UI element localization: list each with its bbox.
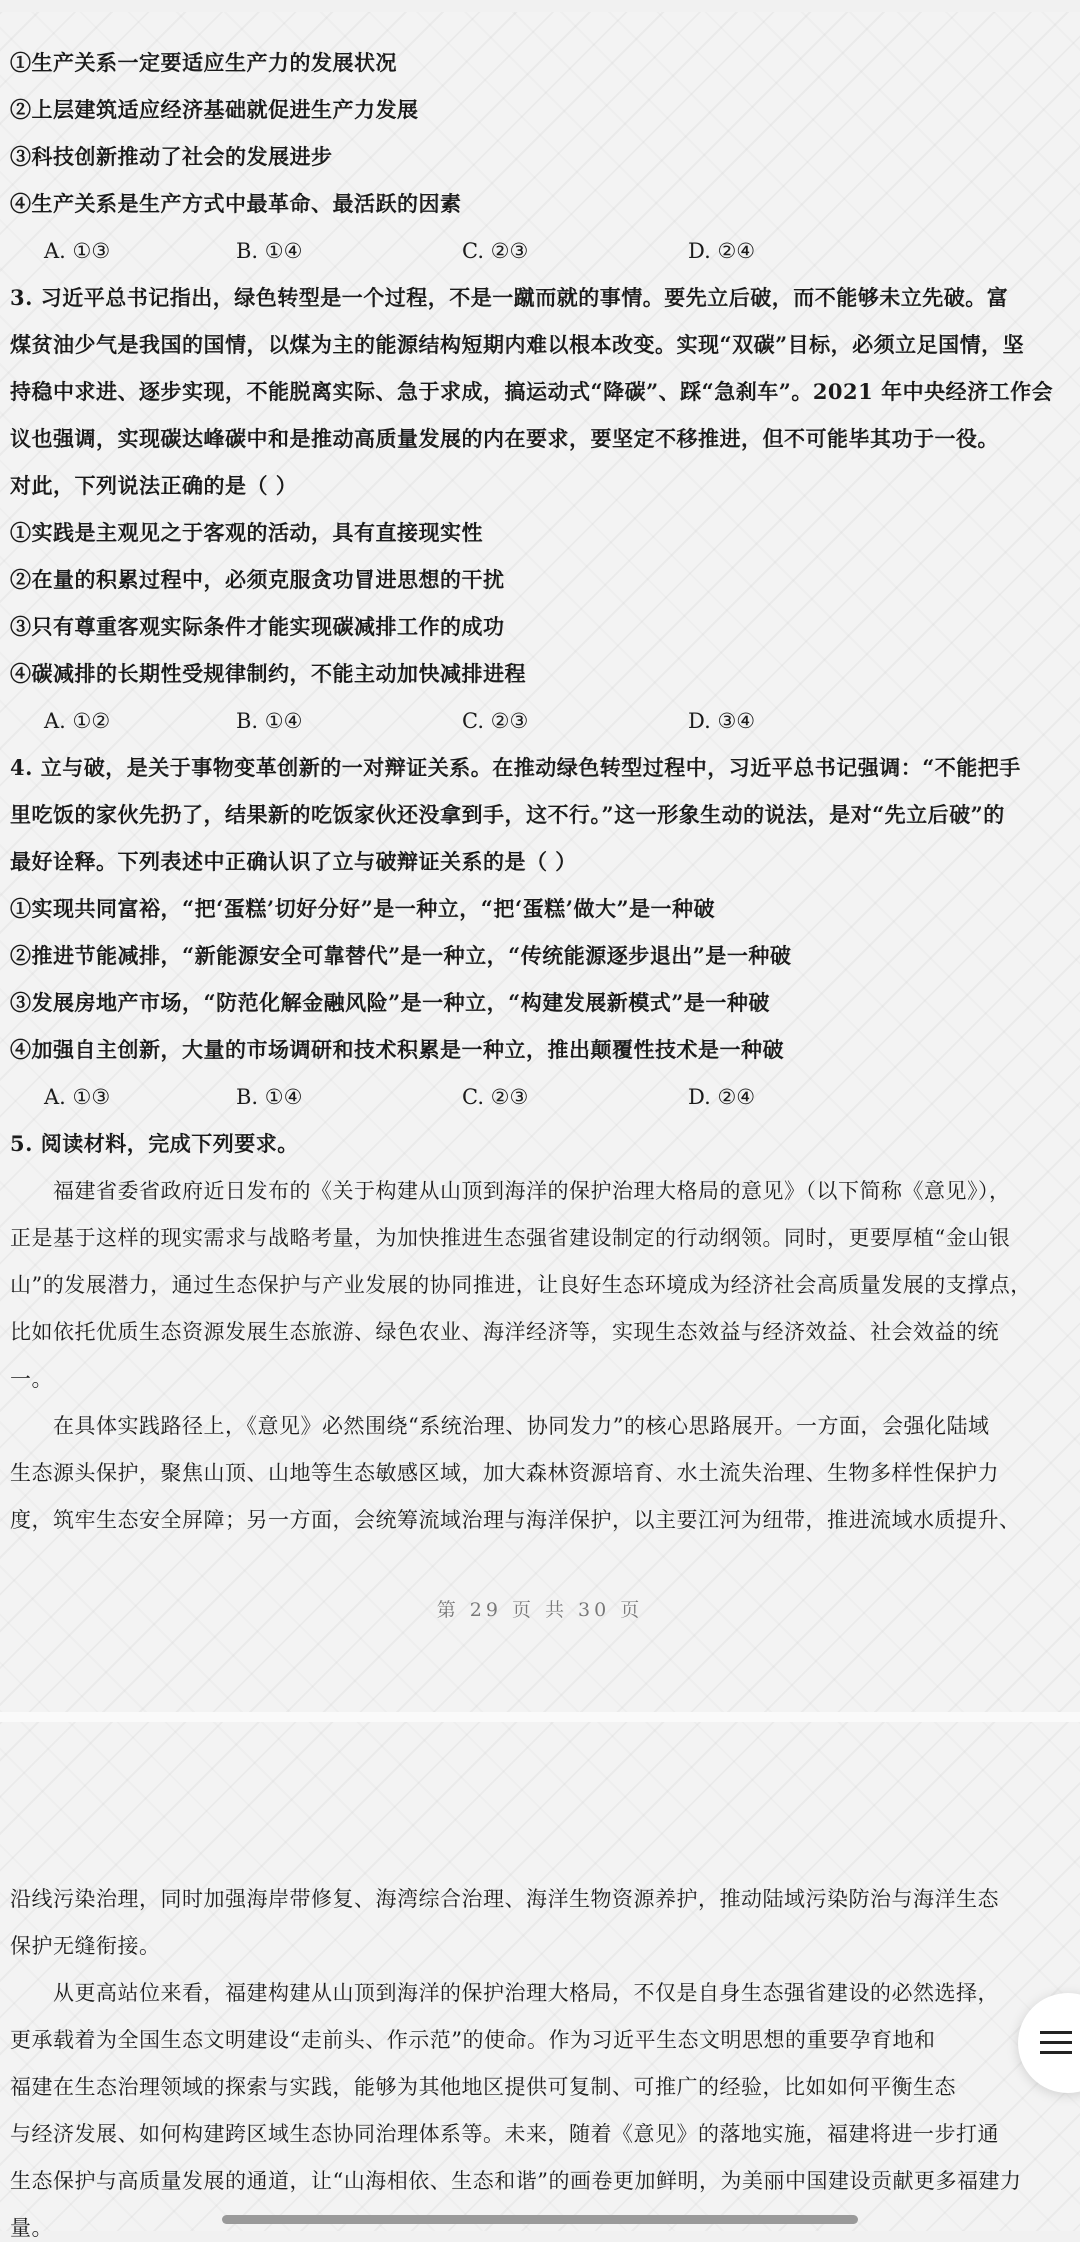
option-c: C. ②③	[462, 1085, 529, 1109]
question-3-text: 煤贫油少气是我国的国情，以煤为主的能源结构短期内难以根本改变。实现“双碳”目标，必须立足国情，坚	[10, 332, 1025, 357]
statement-line: ④碳减排的长期性受规律制约，不能主动加快减排进程	[10, 661, 526, 686]
reading-material-line: 福建在生态治理领域的探索与实践，能够为其他地区提供可复制、可推广的经验，比如如何平衡生态	[10, 2075, 956, 2099]
statement-line: ①实践是主观见之于客观的活动，具有直接现实性	[10, 520, 483, 545]
question-4-text: 里吃饭的家伙先扔了，结果新的吃饭家伙还没拿到手，这不行。”这一形象生动的说法，是对“先立后破”的	[10, 802, 1005, 827]
option-b: B. ①④	[236, 239, 303, 263]
home-indicator-bar[interactable]	[222, 2215, 858, 2224]
question-5-title: 5. 阅读材料，完成下列要求。	[10, 1131, 299, 1156]
option-d: D. ②④	[688, 239, 756, 263]
statement-line: ③发展房地产市场，“防范化解金融风险”是一种立，“构建发展新模式”是一种破	[10, 990, 770, 1015]
reading-material-line: 与经济发展、如何构建跨区域生态协同治理体系等。未来，随着《意见》的落地实施，福建将进一步打通	[10, 2122, 999, 2146]
option-b: B. ①④	[236, 709, 303, 733]
reading-material-line: 生态源头保护，聚焦山顶、山地等生态敏感区域，加大森林资源培育、水土流失治理、生物多样性保护力	[10, 1461, 999, 1485]
reading-material-line: 沿线污染治理，同时加强海岸带修复、海湾综合治理、海洋生物资源养护，推动陆域污染防治与海洋生态	[10, 1887, 999, 1911]
document-page-29	[0, 12, 1080, 1712]
page-number-footer: 第 29 页 共 30 页	[436, 1599, 644, 1621]
statement-line: ②上层建筑适应经济基础就促进生产力发展	[10, 97, 419, 122]
reading-material-line: 福建省委省政府近日发布的《关于构建从山顶到海洋的保护治理大格局的意见》（以下简称《意见》），	[10, 1179, 1011, 1203]
reading-material-line: 生态保护与高质量发展的通道，让“山海相依、生态和谐”的画卷更加鲜明，为美丽中国建设贡献更多福建力	[10, 2169, 1022, 2193]
question-3-text: 3. 习近平总书记指出，绿色转型是一个过程，不是一蹴而就的事情。要先立后破，而不能够未立先破。富	[10, 285, 1009, 310]
statement-line: ①生产关系一定要适应生产力的发展状况	[10, 50, 397, 75]
page-separator	[0, 1712, 1080, 1722]
statement-line: ②在量的积累过程中，必须克服贪功冒进思想的干扰	[10, 567, 505, 592]
document-page-30	[0, 1722, 1080, 2240]
question-4-text: 最好诠释。下列表述中正确认识了立与破辩证关系的是（ ）	[10, 849, 577, 874]
option-a: A. ①③	[44, 1085, 111, 1109]
reading-material-line: 从更高站位来看，福建构建从山顶到海洋的保护治理大格局，不仅是自身生态强省建设的必然选择，	[10, 1981, 999, 2005]
statement-line: ①实现共同富裕，“把‘蛋糕’切好分好”是一种立，“把‘蛋糕’做大”是一种破	[10, 896, 716, 921]
reading-material-line: 正是基于这样的现实需求与战略考量，为加快推进生态强省建设制定的行动纲领。同时，更要厚植“金山银	[10, 1226, 1011, 1250]
statement-line: ③只有尊重客观实际条件才能实现碳减排工作的成功	[10, 614, 505, 639]
statement-line: ④生产关系是生产方式中最革命、最活跃的因素	[10, 191, 462, 216]
statement-line: ④加强自主创新，大量的市场调研和技术积累是一种立，推出颠覆性技术是一种破	[10, 1037, 784, 1062]
reading-material-line: 度，筑牢生态安全屏障；另一方面，会统筹流域治理与海洋保护，以主要江河为纽带，推进流域水质提升、	[10, 1508, 1021, 1532]
option-c: C. ②③	[462, 709, 529, 733]
reading-material-line: 量。	[10, 2216, 53, 2240]
reading-material-line: 更承载着为全国生态文明建设“走前头、作示范”的使命。作为习近平生态文明思想的重要孕育地和	[10, 2028, 936, 2052]
question-3-text: 议也强调，实现碳达峰碳中和是推动高质量发展的内在要求，要坚定不移推进，但不可能毕其功于一役。	[10, 426, 999, 451]
option-a: A. ①③	[44, 239, 111, 263]
question-3-text: 对此，下列说法正确的是（ ）	[10, 473, 298, 498]
option-d: D. ③④	[688, 709, 756, 733]
statement-line: ③科技创新推动了社会的发展进步	[10, 144, 333, 169]
reading-material-line: 比如依托优质生态资源发展生态旅游、绿色农业、海洋经济等，实现生态效益与经济效益、社会效益的统	[10, 1320, 999, 1344]
reading-material-line: 一。	[10, 1367, 53, 1391]
option-a: A. ①②	[44, 709, 111, 733]
reading-material-line: 保护无缝衔接。	[10, 1934, 161, 1958]
option-d: D. ②④	[688, 1085, 756, 1109]
statement-line: ②推进节能减排，“新能源安全可靠替代”是一种立，“传统能源逐步退出”是一种破	[10, 943, 792, 968]
question-3-text: 持稳中求进、逐步实现，不能脱离实际、急于求成，搞运动式“降碳”、踩“急刹车”。2021 年中央经济工作会	[10, 379, 1054, 404]
reading-material-line: 山”的发展潜力，通过生态保护与产业发展的协同推进，让良好生态环境成为经济社会高质量发展的支撑点，	[10, 1273, 1032, 1297]
option-b: B. ①④	[236, 1085, 303, 1109]
option-c: C. ②③	[462, 239, 529, 263]
reading-material-line: 在具体实践路径上，《意见》必然围绕“系统治理、协同发力”的核心思路展开。一方面，会强化陆域	[10, 1414, 990, 1438]
question-4-text: 4. 立与破，是关于事物变革创新的一对辩证关系。在推动绿色转型过程中，习近平总书记强调：“不能把手	[10, 755, 1021, 780]
